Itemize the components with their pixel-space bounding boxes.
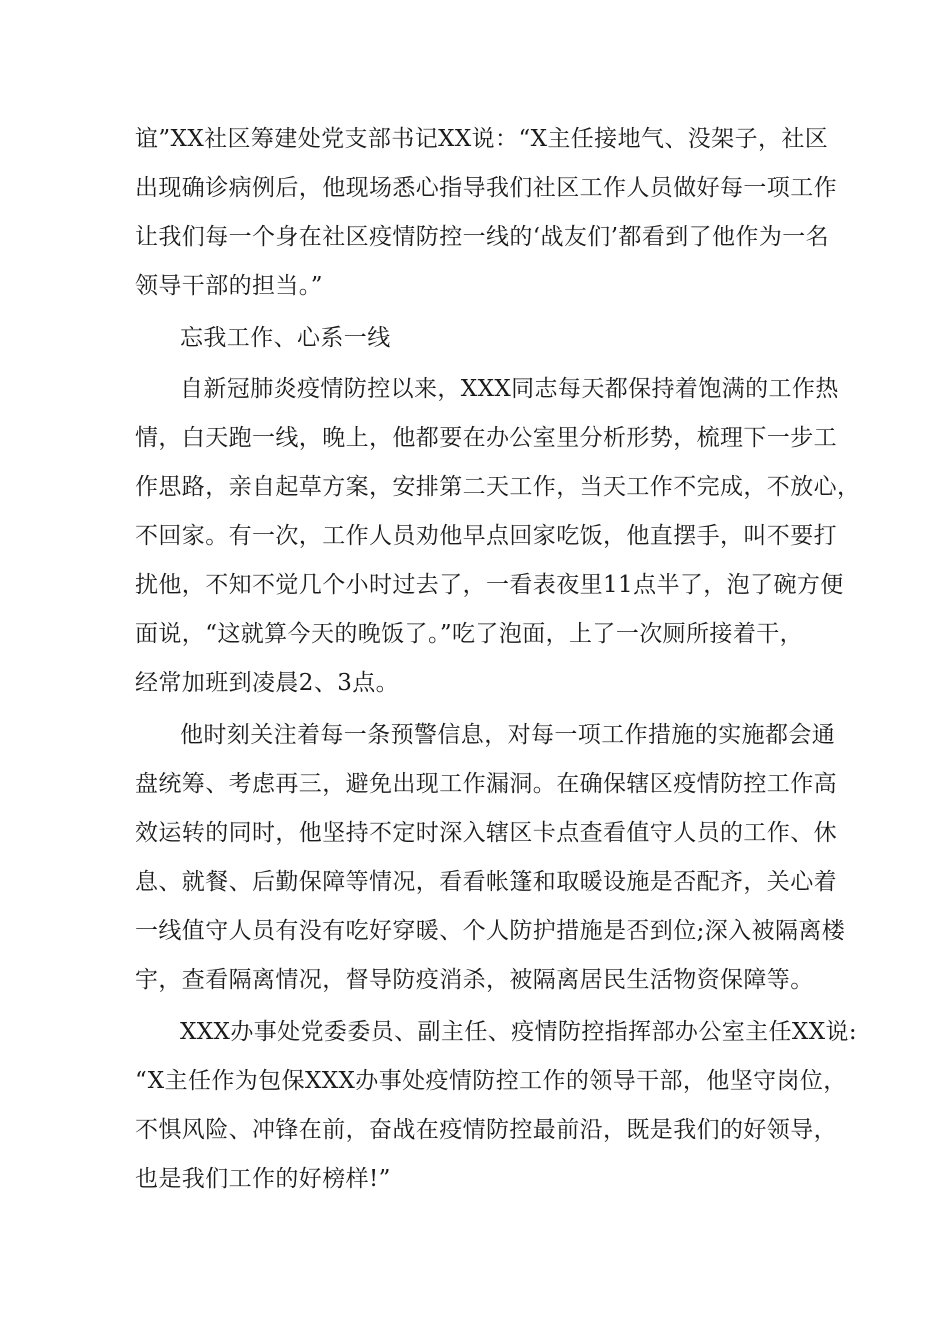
text-line: 经常加班到凌晨2、3点。 (135, 670, 400, 696)
text-line: 作思路，亲自起草方案，安排第二天工作，当天工作不完成，不放心， (135, 474, 861, 500)
text-line: 领导干部的担当。” (135, 273, 323, 299)
text-line: 扰他，不知不觉几个小时过去了，一看表夜里11点半了，泡了碗方便 (135, 572, 844, 598)
text-line: 不回家。有一次，工作人员劝他早点回家吃饭，他直摆手，叫不要打 (135, 523, 837, 549)
text-line: 也是我们工作的好榜样!” (135, 1166, 391, 1192)
text-line: 宇，查看隔离情况，督导防疫消杀，被隔离居民生活物资保障等。 (135, 967, 814, 993)
text-line: 息、就餐、后勤保障等情况，看看帐篷和取暖设施是否配齐，关心着 (135, 869, 837, 895)
text-line: 让我们每一个身在社区疫情防控一线的‘战友们’都看到了他作为一名 (135, 224, 830, 250)
paragraph-first-line: 自新冠肺炎疫情防控以来，XXX同志每天都保持着饱满的工作热 (180, 376, 839, 402)
paragraph-first-line: 他时刻关注着每一条预警信息，对每一项工作措施的实施都会通 (180, 722, 836, 748)
text-line: 谊”XX社区筹建处党支部书记XX说：“X主任接地气、没架子，社区 (135, 126, 829, 152)
text-line: 出现确诊病例后，他现场悉心指导我们社区工作人员做好每一项工作 (135, 175, 837, 201)
text-line: “X主任作为包保XXX办事处疫情防控工作的领导干部，他坚守岗位， (135, 1068, 847, 1094)
paragraph-first-line: XXX办事处党委委员、副主任、疫情防控指挥部办公室主任XX说: (180, 1019, 858, 1045)
text-line: 一线值守人员有没有吃好穿暖、个人防护措施是否到位;深入被隔离楼 (135, 918, 846, 944)
text-line: 效运转的同时，他坚持不定时深入辖区卡点查看值守人员的工作、休 (135, 820, 837, 846)
section-heading: 忘我工作、心系一线 (180, 325, 391, 351)
text-line: 面说，“这就算今天的晚饭了。”吃了泡面，上了一次厕所接着干， (135, 621, 804, 647)
text-line: 情，白天跑一线，晚上，他都要在办公室里分析形势，梳理下一步工 (135, 425, 837, 451)
text-line: 盘统筹、考虑再三，避免出现工作漏洞。在确保辖区疫情防控工作高 (135, 771, 837, 797)
text-line: 不惧风险、冲锋在前，奋战在疫情防控最前沿，既是我们的好领导， (135, 1117, 837, 1143)
